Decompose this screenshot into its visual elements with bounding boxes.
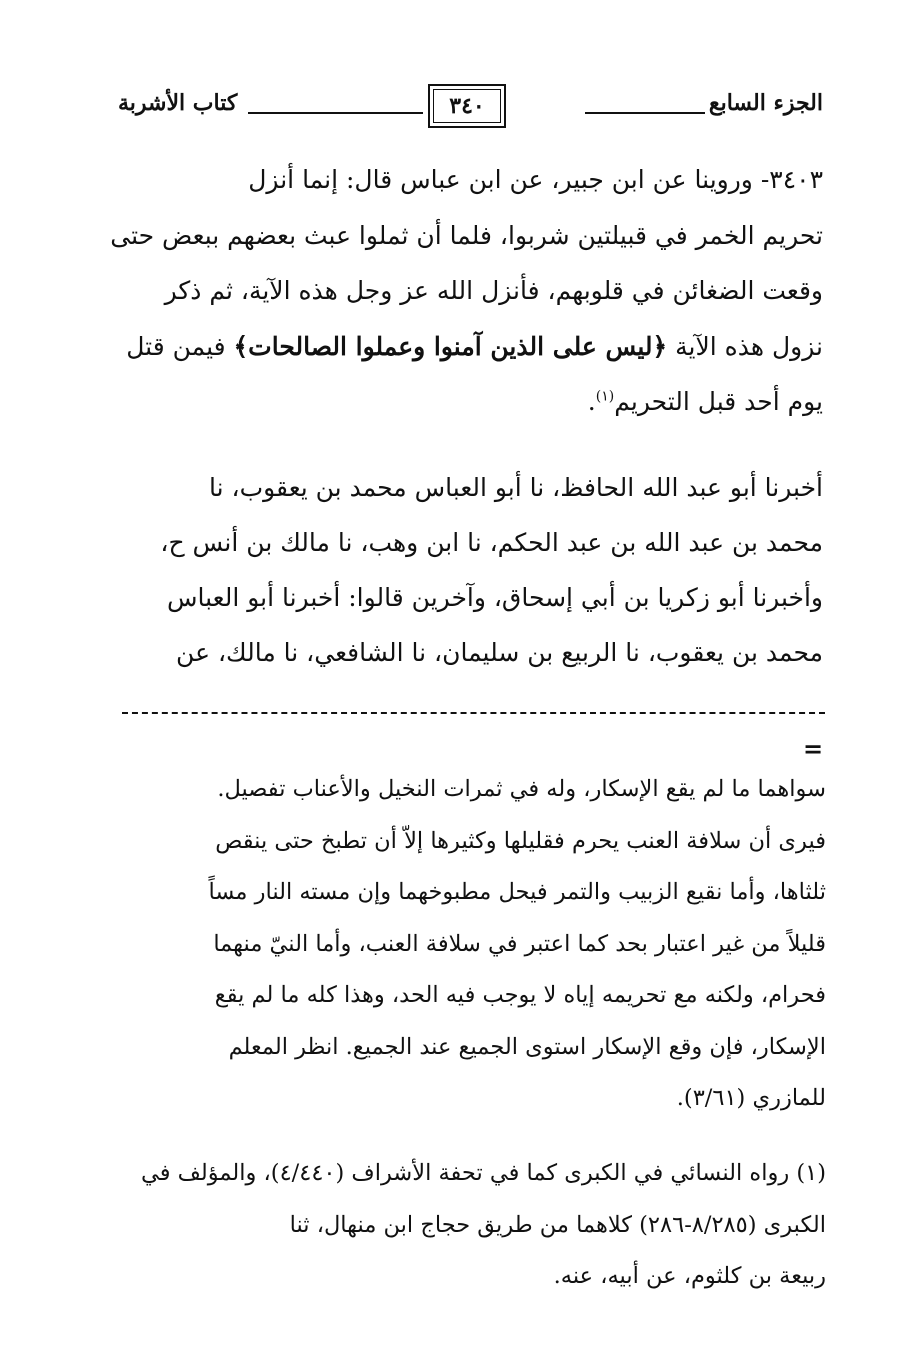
text-line: محمد بن يعقوب، نا الربيع بن سليمان، نا الشافعي، نا مالك، عن	[176, 638, 823, 667]
quran-verse: ﴿ليس على الذين آمنوا وعملوا الصالحات﴾	[233, 331, 668, 361]
text-line: وقعت الضغائن في قلوبهم، فأنزل الله عز وجل هذه الآية، ثم ذكر	[164, 276, 823, 305]
hadith-3403	[110, 152, 823, 430]
text-segment: فيمن قتل	[126, 331, 226, 361]
text-line	[110, 319, 823, 375]
footnote-continuation	[104, 764, 826, 1125]
footnote-line: (١) رواه النسائي في الكبرى كما في تحفة الأشراف (٤/٤٤٠)، والمؤلف في	[140, 1160, 826, 1186]
footnote-line: ربيعة بن كلثوم، عن أبيه، عنه.	[553, 1263, 826, 1289]
footnote-1	[104, 1148, 826, 1303]
page-number: ٣٤٠	[449, 93, 485, 119]
header-rule-left	[248, 112, 423, 114]
text-line	[110, 374, 823, 430]
footnote-line: الإسكار، فإن وقع الإسكار استوى الجميع عند الجميع. انظر المعلم	[228, 1033, 826, 1060]
text-line: ٣٤٠٣- وروينا عن ابن جبير، عن ابن عباس قال: إنما أنزل	[248, 165, 823, 194]
text-segment: نزول هذه الآية	[675, 331, 823, 361]
footnote-line: للمازري (٣/٦١).	[676, 1085, 826, 1111]
footnote-separator	[122, 712, 825, 714]
continuation-mark: =	[803, 734, 824, 763]
page-number-box	[428, 84, 506, 128]
text-segment: يوم أحد قبل التحريم	[614, 387, 823, 416]
text-line: محمد بن عبد الله بن عبد الحكم، نا ابن وهب، نا مالك بن أنس ح،	[160, 528, 823, 557]
footnote-line: فيرى أن سلافة العنب يحرم فقليلها وكثيرها إلاّ أن تطبخ حتى ينقص	[215, 827, 826, 854]
footnote-line: سواهما ما لم يقع الإسكار، وله في ثمرات النخيل والأعناب تفصيل.	[217, 776, 826, 802]
footnote-reference: (١)	[595, 388, 615, 405]
text-line: تحريم الخمر في قبيلتين شربوا، فلما أن ثملوا عبث بعضهم ببعض حتى	[110, 220, 823, 250]
text-line: وأخبرنا أبو زكريا بن أبي إسحاق، وآخرين قالوا: أخبرنا أبو العباس	[166, 583, 823, 612]
text-segment: .	[587, 387, 596, 416]
chapter-title: كتاب الأشربة	[118, 90, 238, 116]
footnote-line: فحرام، ولكنه مع تحريمه إياه لا يوجب فيه الحد، وهذا كله ما لم يقع	[214, 982, 826, 1008]
running-header	[118, 84, 823, 130]
footnote-line: قليلاً من غير اعتبار بحد كما اعتبر في سلافة العنب، وأما النيّ منهما	[213, 930, 826, 957]
text-line: أخبرنا أبو عبد الله الحافظ، نا أبو العباس محمد بن يعقوب، نا	[209, 473, 823, 502]
footnote-line: ثلثاها، وأما نقيع الزبيب والتمر فيحل مطبوخهما وإن مسته النار مساً	[208, 879, 826, 905]
footnote-line: الكبرى (٨/٢٨٥-٢٨٦) كلاهما من طريق حجاج ابن منهال، ثنا	[289, 1211, 826, 1238]
header-rule-right	[585, 112, 705, 114]
volume-title: الجزء السابع	[708, 90, 823, 116]
isnad-paragraph	[110, 460, 823, 680]
